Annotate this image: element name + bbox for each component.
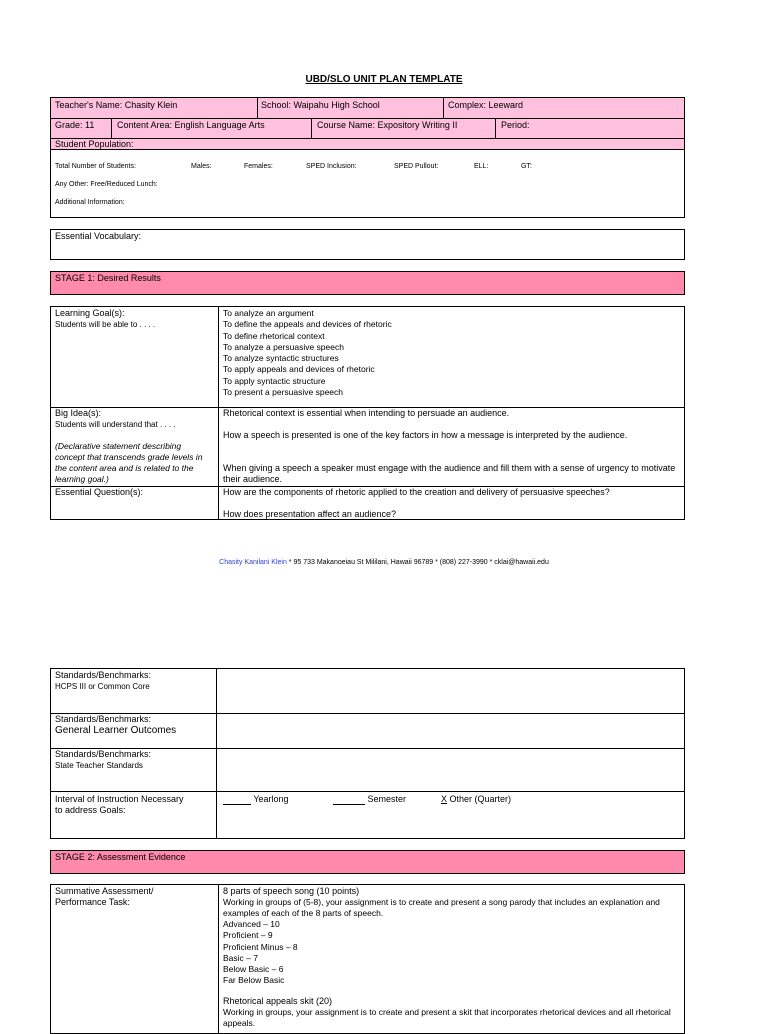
standards-table	[50, 668, 685, 839]
list-item: To define the appeals and devices of rhetoric	[223, 319, 392, 330]
list-item: To present a persuasive speech	[223, 387, 344, 398]
sped-pullout: SPED Pullout:	[394, 163, 439, 170]
hcps-sublabel: HCPS III or Common Core	[55, 682, 150, 691]
list-item: Below Basic – 6	[223, 964, 284, 975]
semester-blank[interactable]	[333, 795, 365, 805]
big-ideas-label: Big Idea(s):	[55, 408, 102, 418]
stage1-banner	[50, 271, 685, 295]
teacher-standards-label: Standards/Benchmarks:	[55, 749, 152, 759]
stage1-title: STAGE 1: Desired Results	[55, 273, 161, 283]
page-footer	[0, 559, 768, 566]
teacher-standards-sublabel: State Teacher Standards	[55, 761, 143, 770]
grade: Grade: 11	[55, 120, 95, 130]
other-checkmark[interactable]: X	[441, 794, 448, 804]
learning-goals-label: Learning Goal(s):	[55, 308, 125, 318]
other-quarter-option[interactable]: X Other (Quarter)	[441, 794, 512, 804]
additional-info: Additional Information:	[55, 199, 125, 206]
footer-contact: * 95 733 Makanoeiau St Mililani, Hawaii 96789 * (808) 227-3990 * cklai@hawaii.edu	[286, 559, 549, 566]
document-title: UBD/SLO UNIT PLAN TEMPLATE	[305, 74, 463, 85]
list-item: Advanced – 10	[223, 919, 280, 929]
summative-task-1-title: 8 parts of speech song (10 points)	[223, 886, 360, 896]
learning-goals-list	[223, 308, 392, 398]
summative-task-1-desc: Working in groups of (5-8), your assignment is to create and present a song parody that includes an explanation and examples of each of the 8 parts of speech.	[223, 897, 660, 918]
list-item: Proficient Minus – 8	[223, 941, 298, 952]
males: Males:	[191, 163, 212, 170]
list-item: To analyze syntactic structures	[223, 353, 339, 364]
performance-task-label: Performance Task:	[55, 897, 130, 907]
gt: GT:	[521, 163, 532, 170]
hcps-label: Standards/Benchmarks:	[55, 670, 152, 680]
essential-vocabulary-label: Essential Vocabulary:	[55, 231, 142, 241]
course-name: Course Name: Expository Writing II	[317, 120, 458, 130]
period: Period:	[501, 120, 530, 130]
essential-question-2: How does presentation affect an audience?	[223, 509, 396, 519]
females: Females:	[244, 163, 273, 170]
yearlong-option[interactable]: Yearlong	[223, 794, 289, 805]
list-item: Basic – 7	[223, 952, 258, 963]
essential-questions-label: Essential Question(s):	[55, 487, 144, 497]
stage2-title: STAGE 2: Assessment Evidence	[55, 852, 186, 862]
summative-task-2-title: Rhetorical appeals skit (20)	[223, 996, 333, 1006]
header-table	[50, 97, 685, 150]
student-population-label: Student Population:	[55, 139, 134, 149]
essential-question-1: How are the components of rhetoric applied to the creation and delivery of persuasive speeches?	[223, 487, 610, 497]
population-box	[50, 149, 685, 218]
summative-label: Summative Assessment/	[55, 886, 154, 896]
list-item: Proficient – 9	[223, 930, 273, 941]
summative-task-2-desc: Working in groups, your assignment is to create and present a skit that incorporates rhetorical devices and all rhetorical appeals.	[223, 1007, 671, 1028]
teacher-name: Teacher's Name: Chasity Klein	[55, 100, 178, 110]
list-item: To analyze an argument	[223, 308, 314, 318]
complex-name: Complex: Leeward	[448, 100, 524, 110]
glo-sublabel: General Learner Outcomes	[55, 725, 177, 736]
big-ideas-note: (Declarative statement describing concept that transcends grade levels in the content area and is related to the learning goal.)	[55, 441, 203, 484]
stage2-banner	[50, 850, 685, 874]
learning-goals-sublabel: Students will be able to . . . .	[55, 320, 156, 329]
big-ideas-sublabel: Students will understand that . . . .	[55, 420, 176, 429]
content-area: Content Area: English Language Arts	[117, 120, 265, 130]
stage1-table	[50, 306, 685, 520]
yearlong-blank[interactable]	[223, 795, 251, 805]
interval-label: Interval of Instruction Necessary	[55, 794, 184, 804]
big-idea-1: Rhetorical context is essential when intending to persuade an audience.	[223, 408, 510, 418]
semester-option[interactable]: Semester	[333, 794, 406, 805]
summative-table	[50, 884, 685, 1034]
glo-label: Standards/Benchmarks:	[55, 714, 152, 724]
total-students: Total Number of Students:	[55, 163, 136, 170]
list-item: To apply appeals and devices of rhetoric	[223, 364, 375, 375]
interval-sublabel: to address Goals:	[55, 805, 126, 815]
school-name: School: Waipahu High School	[261, 100, 380, 110]
list-item: Far Below Basic	[223, 975, 285, 986]
ell: ELL:	[474, 163, 489, 170]
list-item: To define rhetorical context	[223, 330, 325, 341]
big-idea-2: How a speech is presented is one of the key factors in how a message is interpreted by the audience.	[223, 430, 628, 440]
any-other: Any Other: Free/Reduced Lunch:	[55, 181, 158, 188]
list-item: To analyze a persuasive speech	[223, 341, 344, 352]
big-idea-3: When giving a speech a speaker must engage with the audience and fill them with a sense of urgency to motivate their audience.	[223, 463, 676, 484]
footer-name: Chasity Kanilani Klein	[219, 559, 287, 566]
grading-levels	[223, 919, 298, 987]
essential-vocabulary-box	[50, 229, 685, 260]
list-item: To apply syntactic structure	[223, 375, 326, 386]
sped-inclusion: SPED Inclusion:	[306, 163, 357, 170]
